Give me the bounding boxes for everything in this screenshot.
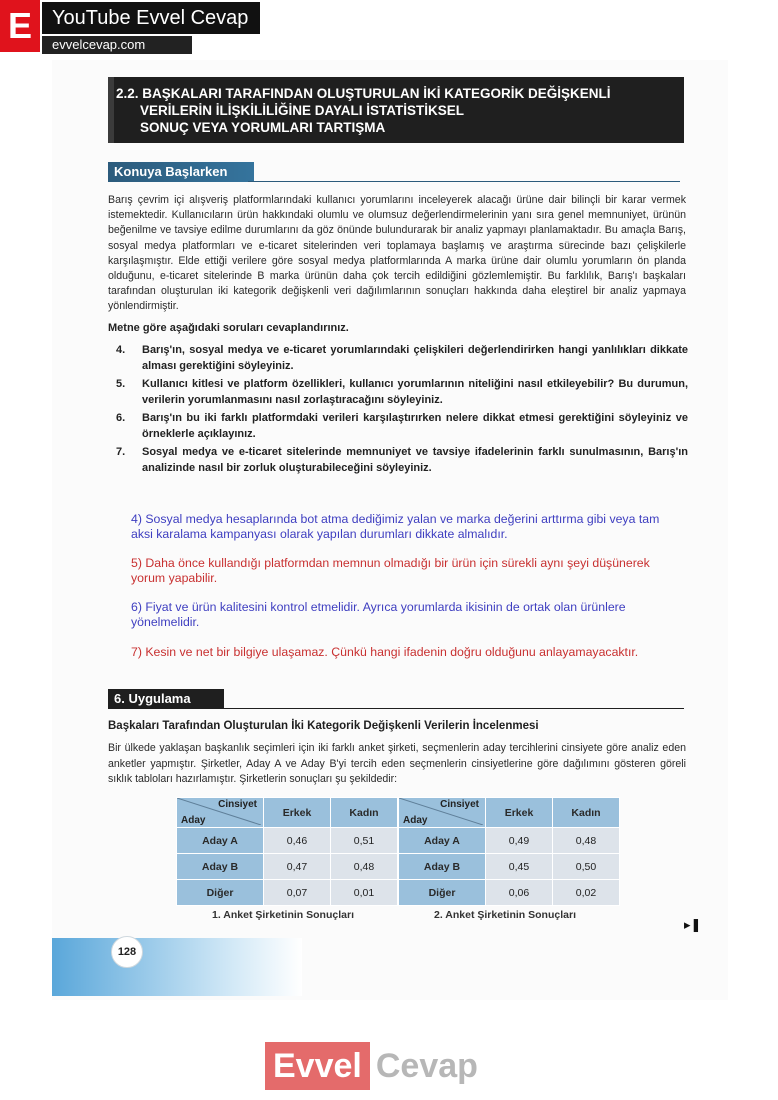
row-header: Aday A [177, 828, 264, 854]
question-text: Kullanıcı kitlesi ve platform özellikleri, kullanıcı yorumlarının niteliğini nasıl etkileyebilir? Bu durumun, verilerin yorumlanmasını nasıl zorlaştıracağını söyleyiniz. [142, 378, 688, 406]
table-row [399, 880, 620, 906]
question-number: 6. [116, 412, 126, 424]
watermark-left: Evvel [265, 1042, 370, 1090]
frequency-table-2 [398, 797, 620, 906]
answer-5: 5) Daha önce kullandığı platformdan memnun olmadığı bir ürün için sürekli aynı şeyi düşünerek yorum yapabilir. [131, 556, 650, 585]
column-header: Kadın [553, 798, 620, 828]
col-header-label: Cinsiyet [440, 799, 479, 810]
uygulama-label: 6. Uygulama [108, 689, 224, 709]
question-number: 7. [116, 446, 126, 458]
site-url[interactable]: evvelcevap.com [42, 36, 192, 54]
table-cell: 0,46 [264, 828, 331, 854]
watermark-right: Cevap [375, 1047, 478, 1085]
section-title-line1: 2.2. BAŞKALARI TARAFINDAN OLUŞTURULAN İKİ KATEGORİK DEĞİŞKENLİ [116, 86, 611, 101]
table-cell: 0,07 [264, 880, 331, 906]
question-item [108, 377, 688, 408]
question-item [108, 445, 688, 476]
question-item [108, 343, 688, 374]
table-cell: 0,06 [486, 880, 553, 906]
question-number: 4. [116, 344, 126, 356]
next-page-arrow-icon: ▸❚ [684, 917, 702, 932]
row-header: Diğer [177, 880, 264, 906]
col-header-label: Cinsiyet [218, 799, 257, 810]
uygulama-paragraph: Bir ülkede yaklaşan başkanlık seçimleri için iki farklı anket şirketi, seçmenlerin aday tercihlerini cinsiyete göre analiz eden anketler yapmıştır. Şirketler, Aday A ve Aday B'yi tercih eden seçmenlerin cinsiyetlerine göre dağılımını gösteren göreli sıklık tabloları hazırlamıştır. Şirketlerin sonuçları şu şekildedir: [108, 742, 686, 785]
section-title-line3: SONUÇ VEYA YORUMLARI TARTIŞMA [140, 120, 386, 135]
answer-7: 7) Kesin ve net bir bilgiye ulaşamaz. Çünkü hangi ifadenin doğru olduğunu anlayamayacaktır. [131, 645, 639, 659]
section-header [108, 77, 684, 143]
row-header: Aday B [177, 854, 264, 880]
question-text: Barış'ın bu iki farklı platformdaki verileri karşılaştırırken nelere dikkat etmesi gerektiğini söyleyiniz ve örneklerle açıklayınız. [142, 412, 688, 440]
konuya-paragraph: Barış çevrim içi alışveriş platformlarındaki kullanıcı yorumlarını inceleyerek alacağı ürüne dair bilinçli bir karar vermek istemektedir. Kullanıcıların ürün hakkındaki olumlu ve olumsuz değerlendirmelerinin yanı sıra genel memnuniyet, ürünün beğenilme ve tavsiye edilme durumlarını da göz önünde bulundurarak bir analiz yapmayı planlamaktadır. Bu amaçla Barış, sosyal medya platformları ve e-ticaret sitelerinden veri toplamaya başlamış ve araştırma sürecinde bazı çelişkilerle karşılaşmıştır. Elde ettiği verilere göre sosyal medya platformlarında A marka ürüne dair olumlu yorumların ön planda olduğunu, e-ticaret sitelerinde B marka ürünün daha çok tercih edildiğini gözlemlemiştir. Bu farklılık, Barış'ı başkaları tarafından oluşturulan iki kategorik değişkenli veri dağılımlarının sonuçları hakkında daha eleştirel bir analiz yapmaya yönlendirmiştir. [108, 194, 686, 313]
row-header-label: Aday [403, 815, 428, 826]
table-corner [399, 798, 486, 828]
table-cell: 0,47 [264, 854, 331, 880]
question-text: Barış'ın, sosyal medya ve e-ticaret yorumlarındaki çelişkileri değerlendirirken hangi yanlılıkları dikkate alması gerektiğini söyleyiniz. [142, 344, 688, 372]
row-header: Aday B [399, 854, 486, 880]
konuya-label: Konuya Başlarken [108, 162, 254, 182]
table-row [177, 880, 398, 906]
table-cell: 0,50 [553, 854, 620, 880]
uygulama-subtitle: Başkaları Tarafından Oluşturulan İki Kategorik Değişkenli Verilerin İncelenmesi [108, 720, 539, 732]
column-header: Kadın [331, 798, 398, 828]
row-header-label: Aday [181, 815, 206, 826]
answer-4: 4) Sosyal medya hesaplarında bot atma dediğimiz yalan ve marka değerini arttırma gibi veya tam aksi karalama kampanyası olarak yapılan durumları dikkate almalıdır. [131, 512, 660, 541]
section-title [116, 85, 676, 136]
table-1-caption: 1. Anket Şirketinin Sonuçları [212, 909, 354, 921]
column-header: Erkek [264, 798, 331, 828]
page-number-strip [52, 938, 302, 996]
table-row [399, 854, 620, 880]
table-2-caption: 2. Anket Şirketinin Sonuçları [434, 909, 576, 921]
table-row [399, 828, 620, 854]
konuya-rule [248, 181, 680, 182]
table-row [177, 828, 398, 854]
question-list [108, 343, 688, 479]
question-text: Sosyal medya ve e-ticaret sitelerinde memnuniyet ve tavsiye ifadelerinin farklı sunulmasının, Barış'ın analizinde nasıl bir zorluk oluşturabileceğini söyleyiniz. [142, 446, 688, 474]
table-corner [177, 798, 264, 828]
section-title-line2: VERİLERİN İLİŞKİLİLİĞİNE DAYALI İSTATİSTİKSEL [140, 103, 465, 118]
header-accent [108, 77, 114, 143]
table-cell: 0,48 [331, 854, 398, 880]
column-header: Erkek [486, 798, 553, 828]
uygulama-rule [218, 708, 684, 709]
table-cell: 0,02 [553, 880, 620, 906]
table-cell: 0,51 [331, 828, 398, 854]
frequency-table-1 [176, 797, 398, 906]
site-title[interactable]: YouTube Evvel Cevap [42, 2, 260, 34]
answer-6: 6) Fiyat ve ürün kalitesini kontrol etmelidir. Ayrıca yorumlarda ikisinin de ortak olan ürünlere yönelmelidir. [131, 600, 626, 629]
table-cell: 0,45 [486, 854, 553, 880]
page-number: 128 [111, 936, 143, 968]
brand-logo: E [0, 0, 40, 52]
table-row [177, 854, 398, 880]
question-number: 5. [116, 378, 126, 390]
table-cell: 0,49 [486, 828, 553, 854]
table-cell: 0,48 [553, 828, 620, 854]
instruction-text: Metne göre aşağıdaki soruları cevaplandırınız. [108, 322, 349, 334]
bottom-watermark-logo [265, 1042, 515, 1090]
question-item [108, 411, 688, 442]
table-cell: 0,01 [331, 880, 398, 906]
row-header: Aday A [399, 828, 486, 854]
row-header: Diğer [399, 880, 486, 906]
